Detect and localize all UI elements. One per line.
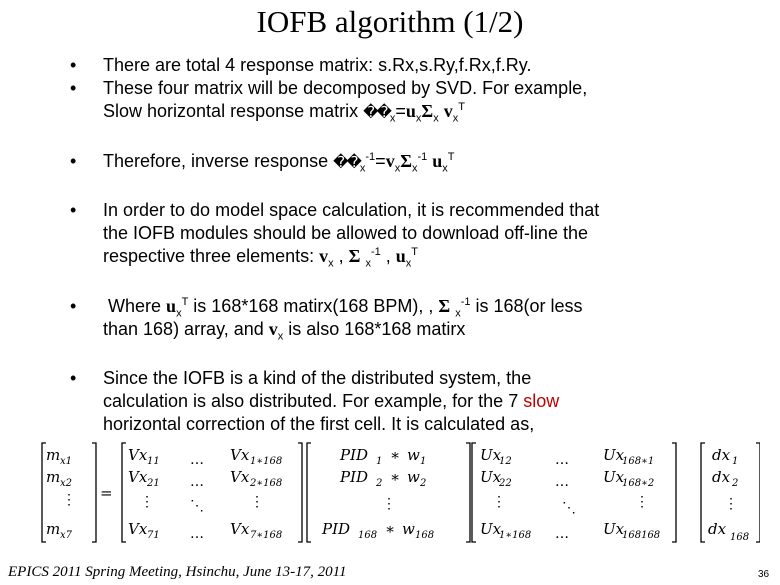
u-symbol: u [395, 246, 406, 266]
subscript: 1 [732, 456, 739, 467]
bullet-5-text-post: is 168(or less [470, 296, 583, 316]
superscript: -1 [370, 246, 381, 258]
subscript: x [452, 112, 459, 125]
subscript: x [455, 307, 461, 320]
subscript: x2 [60, 478, 73, 489]
subscript: 168 [415, 530, 435, 541]
sigma-symbol: Σ [421, 101, 434, 121]
bullet-1-text: There are total 4 response matrix: s.Rx,s.Ry,f.Rx,f.Ry. [103, 55, 532, 75]
bullet-4-line-2: the IOFB modules should be allowed to download off-line the [103, 223, 588, 243]
subscript: x [365, 257, 371, 270]
weight-entry: w [407, 446, 420, 464]
subscript: x [411, 162, 418, 175]
vx-entry: Vx [128, 446, 148, 464]
subscript: 1∗168 [499, 530, 532, 541]
subscript: x7 [60, 530, 73, 541]
vertical-dots: ⋮ [492, 494, 506, 510]
subscript: 12 [499, 456, 512, 467]
missing-glyph: �� [333, 153, 360, 171]
page-number: 36 [758, 569, 770, 580]
subscript: 168 [358, 530, 378, 541]
diagonal-dots: ⋱ [562, 500, 576, 516]
subscript: 168 [730, 532, 750, 543]
bullet-marker: • [70, 200, 77, 220]
subscript: 168∗2 [622, 478, 655, 489]
subscript: x [433, 112, 439, 125]
highlighted-word: slow [523, 391, 560, 411]
superscript: T [411, 246, 419, 258]
vx-entry: Vx [230, 468, 250, 486]
subscript: 2 [732, 478, 739, 489]
bullet-4-text: respective three elements: [103, 246, 320, 266]
ux-entry: Ux [480, 520, 502, 538]
subscript: x [277, 330, 284, 343]
ux-entry: Ux [603, 468, 625, 486]
bullet-6 [103, 367, 703, 436]
bullet-5-text-mid: is 168*168 matirx(168 BPM), , [188, 296, 439, 316]
matrix-ux [472, 443, 676, 542]
bullet-2-text: Slow horizontal response matrix [103, 101, 364, 121]
horizontal-dots: … [555, 526, 569, 542]
sigma-symbol: Σ [348, 246, 361, 266]
subscript: 168∗1 [622, 456, 655, 467]
matrix-equation [40, 440, 760, 548]
subscript: x1 [60, 456, 73, 467]
bullet-marker: • [70, 296, 77, 316]
bullet-5-line-1 [103, 295, 723, 318]
superscript: -1 [365, 151, 376, 163]
m-entry: m [46, 468, 61, 486]
bullet-3 [103, 150, 703, 174]
equals-sign: = [395, 101, 406, 121]
superscript: -1 [417, 151, 428, 163]
ux-entry: Ux [480, 468, 502, 486]
dx-entry: dx [712, 446, 731, 464]
bullet-marker: • [70, 78, 77, 98]
bullet-2 [103, 77, 703, 124]
bullet-2-line-1: These four matrix will be decomposed by SVD. For example, [103, 78, 588, 98]
sigma-symbol: Σ [438, 296, 451, 316]
bullet-marker: • [70, 151, 77, 171]
missing-glyph: �� [363, 103, 390, 121]
diagonal-dots: ⋱ [190, 498, 204, 514]
bullet-6-line-2 [103, 390, 703, 413]
vertical-dots: ⋮ [140, 494, 154, 510]
bullet-5-line-2 [103, 318, 723, 341]
matrix-vx [122, 443, 302, 542]
horizontal-dots: … [555, 474, 569, 490]
superscript: T [458, 101, 465, 113]
bullet-6-line-3: horizontal correction of the first cell. It is calculated as, [103, 414, 535, 434]
bullet-4-line-1: In order to do model space calculation, it is recommended that [103, 200, 600, 220]
dx-entry: dx [708, 520, 727, 538]
bullet-5-text: than 168) array, and [103, 319, 269, 339]
times-sign: ∗ [390, 468, 401, 486]
vector-m [42, 443, 96, 542]
vertical-dots: ⋮ [250, 494, 264, 510]
ux-entry: Ux [603, 446, 625, 464]
pid-entry: PID [322, 520, 351, 538]
bullet-6-text: calculation is also distributed. For example, for the 7 [103, 391, 524, 411]
subscript: 2 [420, 478, 427, 489]
comma: , [385, 246, 391, 266]
subscript: 71 [147, 530, 160, 541]
superscript: -1 [460, 296, 471, 308]
subscript: 21 [147, 478, 160, 489]
subscript: 7∗168 [250, 530, 283, 541]
subscript: x [389, 112, 396, 125]
m-entry: m [46, 520, 61, 538]
subscript: x [359, 162, 366, 175]
bullet-4-line-3 [103, 245, 703, 268]
bullet-4 [103, 199, 703, 268]
subscript: x [405, 257, 412, 270]
bullet-6-line-1: Since the IOFB is a kind of the distributed system, the [103, 368, 532, 388]
vx-entry: Vx [128, 468, 148, 486]
weight-entry: w [407, 468, 420, 486]
v-symbol: v [268, 319, 278, 339]
v-symbol: v [385, 151, 395, 171]
horizontal-dots: … [190, 526, 204, 542]
bullet-5-text: Where [108, 296, 167, 316]
subscript: x [328, 257, 334, 270]
subscript: 1 [420, 456, 427, 467]
bullet-5 [103, 295, 723, 341]
bullet-marker: • [70, 368, 77, 388]
superscript: T [447, 151, 455, 163]
bullet-marker: • [70, 55, 77, 75]
pid-entry: PID [340, 446, 369, 464]
subscript: 1∗168 [250, 456, 283, 467]
subscript: 11 [147, 456, 160, 467]
subscript: 2∗168 [250, 478, 283, 489]
equals-sign: = [375, 151, 386, 171]
vertical-dots: ⋮ [635, 494, 649, 510]
equals-sign: = [100, 484, 113, 502]
ux-entry: Ux [480, 446, 502, 464]
m-entry: m [46, 446, 61, 464]
vx-entry: Vx [128, 520, 148, 538]
vertical-dots: ⋮ [62, 492, 76, 508]
subscript: 22 [499, 478, 512, 489]
bullet-5-text-post: is also 168*168 matirx [283, 319, 466, 339]
vx-entry: Vx [230, 520, 250, 538]
slide-title: IOFB algorithm (1/2) [256, 4, 524, 39]
u-symbol: u [432, 151, 443, 171]
subscript: x [176, 307, 182, 320]
comma: , [338, 246, 344, 266]
vx-entry: Vx [230, 446, 250, 464]
subscript: 168168 [622, 530, 661, 541]
u-symbol: u [166, 296, 177, 316]
subscript: x [442, 162, 448, 175]
horizontal-dots: … [555, 452, 569, 468]
superscript: T [181, 296, 189, 308]
subscript: 1 [376, 456, 383, 467]
footer-event: EPICS 2011 Spring Meeting, Hsinchu, June 13-17, 2011 [8, 564, 347, 580]
vector-pid-w [307, 443, 470, 542]
u-symbol: u [405, 101, 416, 121]
bullet-2-line-2 [103, 100, 703, 124]
subscript: x [415, 112, 422, 125]
pid-entry: PID [340, 468, 369, 486]
horizontal-dots: … [190, 452, 204, 468]
v-symbol: v [319, 246, 329, 266]
horizontal-dots: … [190, 474, 204, 490]
vector-dx [701, 443, 760, 543]
times-sign: ∗ [385, 520, 396, 538]
vertical-dots: ⋮ [724, 496, 738, 512]
ux-entry: Ux [603, 520, 625, 538]
subscript: 2 [376, 478, 383, 489]
subscript: x [394, 162, 401, 175]
vertical-dots: ⋮ [382, 496, 396, 512]
bullet-3-text: Therefore, inverse response [103, 151, 334, 171]
weight-entry: w [402, 520, 415, 538]
sigma-symbol: Σ [400, 151, 412, 171]
dx-entry: dx [712, 468, 731, 486]
times-sign: ∗ [390, 446, 401, 464]
v-symbol: v [443, 101, 453, 121]
